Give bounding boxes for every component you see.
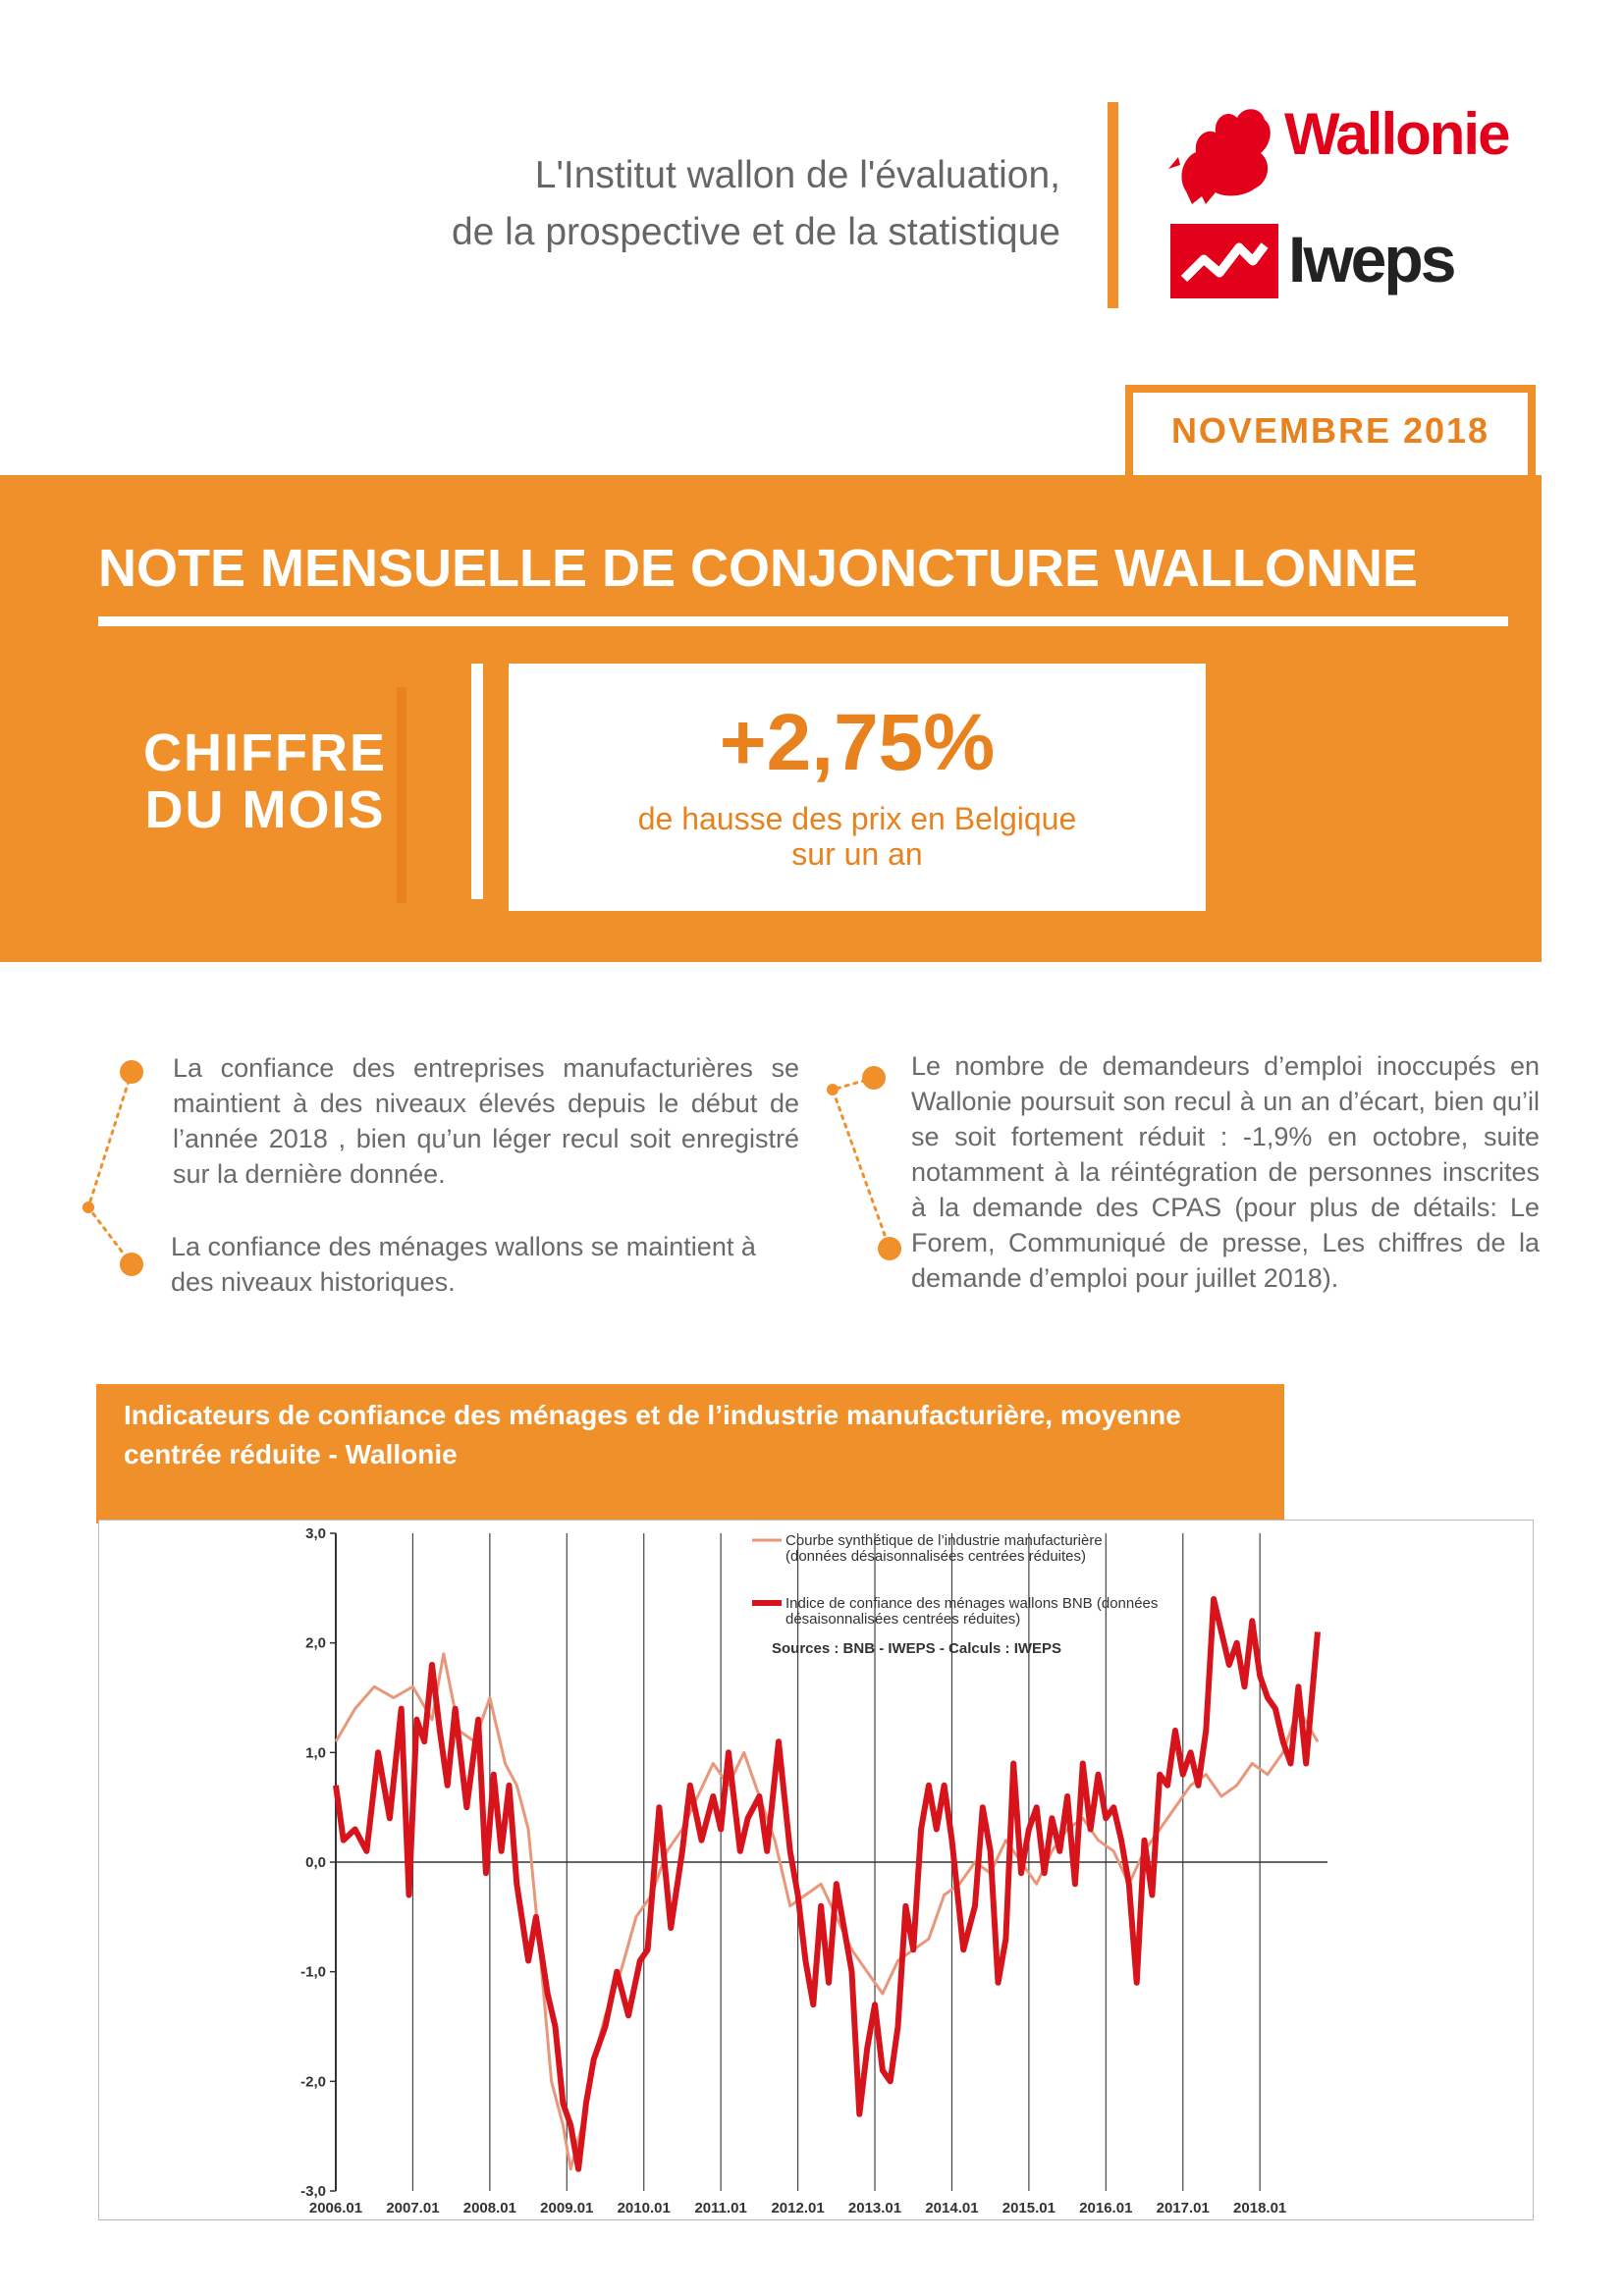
month-label: NOVEMBRE 2018 [1170, 410, 1490, 451]
bullet-connector-left-icon [69, 1050, 167, 1296]
series-line-1 [336, 1654, 1318, 2169]
x-tick-2011.01: 2011.01 [694, 2200, 747, 2216]
x-tick-2010.01: 2010.01 [617, 2200, 671, 2216]
confidence-line-chart [98, 1520, 1534, 2220]
document-title: NOTE MENSUELLE DE CONJONCTURE WALLONNE [98, 539, 1419, 598]
x-tick-2013.01: 2013.01 [847, 2200, 902, 2216]
legend-label-2-cont: désaisonnalisées centrées réduites) [785, 1611, 1021, 1628]
institute-line-1: L'Institut wallon de l'évaluation, [534, 154, 1060, 196]
bullet-jobseekers: Le nombre de demandeurs d’emploi inoccupés en Wallonie poursuit son recul à un an d’écart, bien qu’il se soit fortement réduit : -1,9% en octobre, suite notamment à la réintégration de personnes inscrites à la demande des CPAS (pour plus de détails: Le Forem, Communiqué de presse, Les chiffres de la demande d’emploi pour juillet 2018). [911, 1051, 1540, 1293]
figure-of-month-label [98, 724, 432, 838]
chart-title-line-1: Indicateurs de confiance des ménages et de l’industrie manufacturière, moyenne [124, 1400, 1181, 1430]
y-tick-3,0: 3,0 [305, 1525, 326, 1542]
header-divider [1108, 102, 1118, 308]
y-tick--1,0: -1,0 [300, 1963, 326, 1981]
chart-legend [752, 1532, 1158, 1657]
x-tick-2009.01: 2009.01 [540, 2200, 594, 2216]
figure-label-line-2: DU MOIS [144, 780, 386, 839]
x-tick-2017.01: 2017.01 [1156, 2200, 1210, 2216]
chart-title [124, 1396, 1282, 1474]
iweps-logo-text: Iweps [1288, 223, 1454, 295]
figure-desc-line-1: de hausse des prix en Belgique [637, 801, 1077, 836]
y-tick--3,0: -3,0 [300, 2183, 326, 2200]
legend-label-2: Indice de confiance des ménages wallons BNB (données [785, 1595, 1159, 1612]
institute-name [295, 147, 1060, 261]
institute-line-2: de la prospective et de la statistique [451, 211, 1060, 253]
title-underline [98, 616, 1508, 626]
y-tick-2,0: 2,0 [305, 1634, 326, 1652]
x-tick-2012.01: 2012.01 [771, 2200, 825, 2216]
chart-source-note: Sources : BNB - IWEPS - Calculs : IWEPS [772, 1640, 1062, 1657]
x-tick-2007.01: 2007.01 [386, 2200, 440, 2216]
bullet-manufacturing-confidence: La confiance des entreprises manufacturières se maintient à des niveaux élevés depuis le début de l’année 2018 , bien qu’un léger recul soit enregistré sur la dernière donnée. [173, 1053, 799, 1189]
x-tick-2018.01: 2018.01 [1233, 2200, 1287, 2216]
bullet-household-confidence: La confiance des ménages wallons se maintient à des niveaux historiques. [171, 1232, 756, 1297]
figure-value: +2,75% [719, 698, 996, 787]
label-shadow-bar [397, 687, 406, 903]
x-tick-2006.01: 2006.01 [308, 2200, 363, 2216]
y-tick-1,0: 1,0 [305, 1744, 326, 1762]
legend-label-1-cont: (données désaisonnalisées centrées réduites) [785, 1548, 1087, 1565]
bullet-connector-right-icon [811, 1050, 919, 1266]
x-tick-2008.01: 2008.01 [462, 2200, 516, 2216]
figure-label-line-1: CHIFFRE [143, 723, 387, 782]
y-tick-labels [300, 1525, 336, 2200]
figure-divider [471, 664, 483, 899]
y-tick-0,0: 0,0 [305, 1854, 326, 1871]
x-tick-2014.01: 2014.01 [925, 2200, 979, 2216]
x-tick-2016.01: 2016.01 [1079, 2200, 1133, 2216]
figure-description [509, 801, 1206, 872]
series-line-2 [336, 1599, 1318, 2169]
chart-title-line-2: centrée réduite - Wallonie [124, 1439, 458, 1469]
wallonie-logo-text: Wallonie [1284, 101, 1509, 167]
iweps-logo-icon [1170, 224, 1278, 298]
figure-desc-line-2: sur un an [791, 836, 923, 872]
x-tick-labels [309, 2200, 1286, 2216]
legend-label-1: Courbe synthétique de l’industrie manufacturière [785, 1532, 1103, 1549]
x-tick-2015.01: 2015.01 [1001, 2200, 1056, 2216]
series-lines [336, 1599, 1318, 2169]
y-tick--2,0: -2,0 [300, 2073, 326, 2091]
